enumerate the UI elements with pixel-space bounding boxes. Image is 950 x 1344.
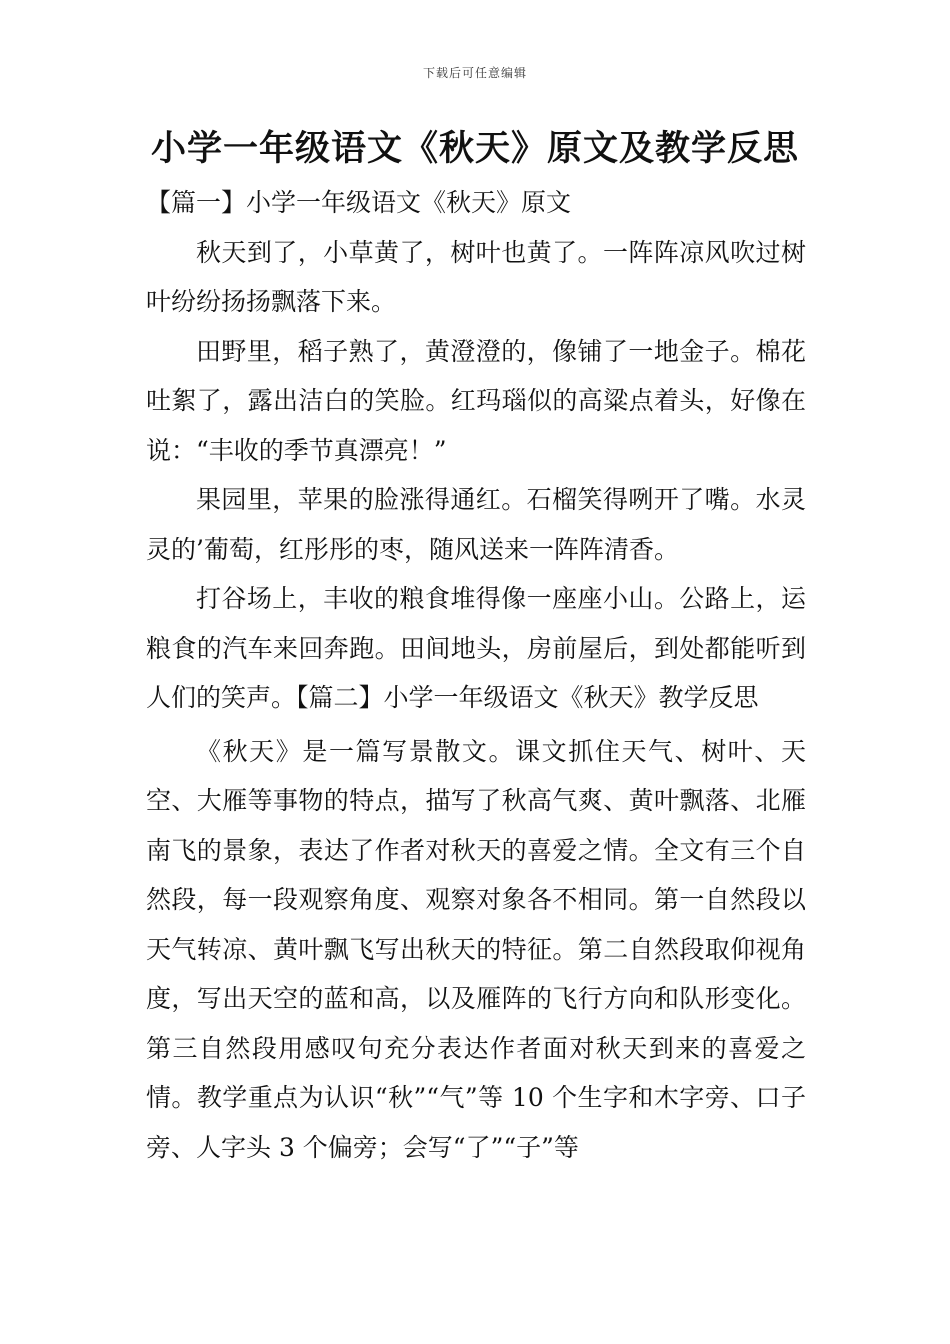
document-title: 小学一年级语文《秋天》原文及教学反思 bbox=[150, 128, 799, 169]
document-body bbox=[146, 178, 806, 1172]
header-note: 下载后可任意编辑 bbox=[422, 66, 527, 80]
paragraph-2: 田野里，稻子熟了，黄澄澄的，像铺了一地金子。棉花吐絮了，露出洁白的笑脸。红玛瑙似的高粱点着头，好像在说：“丰收的季节真漂亮！” bbox=[146, 336, 806, 465]
paragraph-3: 果园里，苹果的脸涨得通红。石榴笑得咧开了嘴。水灵灵的’葡萄，红彤彤的枣，随风送来一阵阵清香。 bbox=[146, 485, 806, 564]
section-heading-1: 【篇一】小学一年级语文《秋天》原文 bbox=[146, 188, 572, 217]
paragraph-5: 《秋天》是一篇写景散文。课文抓住天气、树叶、天空、大雁等事物的特点，描写了秋高气爽、黄叶飘落、北雁南飞的景象，表达了作者对秋天的喜爱之情。全文有三个自然段，每一段观察角度、观察对象各不相同。第一自然段以天气转凉、黄叶飘飞写出秋天的特征。第二自然段取仰视角度，写出天空的蓝和高，以及雁阵的飞行方向和队形变化。第三自然段用感叹句充分表达作者面对秋天到来的喜爱之情。教学重点为认识“秋”“气”等 10 个生字和木字旁、口子旁、人字头 3 个偏旁；会写“了”“子”等 bbox=[146, 736, 806, 1162]
paragraph-1: 秋天到了，小草黄了，树叶也黄了。一阵阵凉风吹过树叶纷纷扬扬飘落下来。 bbox=[146, 237, 806, 316]
paragraph-4: 打谷场上，丰收的粮食堆得像一座座小山。公路上，运粮食的汽车来回奔跑。田间地头，房前屋后，到处都能听到人们的笑声。【篇二】小学一年级语文《秋天》教学反思 bbox=[146, 584, 806, 712]
